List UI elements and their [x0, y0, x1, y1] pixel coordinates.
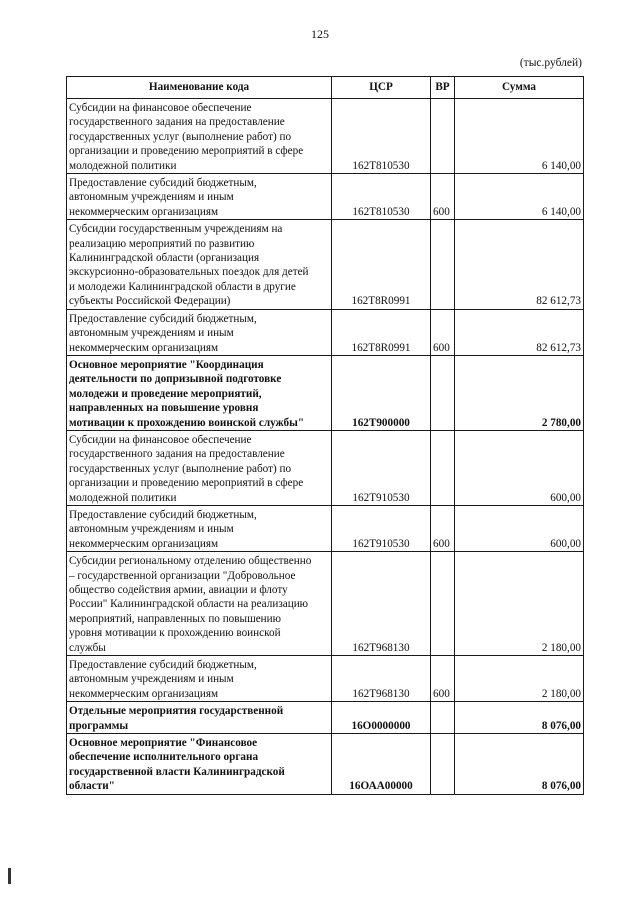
row-name-line: мероприятий, направленных по повышению	[69, 612, 281, 625]
row-name-line: направленных на повышение уровня	[69, 402, 259, 415]
row-vr: 600	[431, 174, 455, 220]
row-sum: 8 076,00	[455, 702, 584, 734]
row-vr: 600	[431, 505, 455, 551]
row-name-line: Предоставление субсидий бюджетным,	[69, 659, 257, 672]
row-csr: 162Т910530	[332, 430, 431, 505]
row-name-line: государственного задания на предоставление	[69, 116, 285, 129]
row-name-line: Отдельные мероприятия государственной	[69, 705, 284, 718]
table-row	[67, 552, 584, 656]
row-vr	[431, 734, 455, 795]
row-name	[67, 505, 332, 551]
row-name	[67, 355, 332, 430]
row-name-line: мотивации к прохождению воинской службы"	[69, 416, 305, 429]
header-name: Наименование кода	[67, 77, 332, 99]
row-name-line: государственных услуг (выполнение работ) по	[69, 130, 292, 143]
row-name-line: государственной власти Калининградской	[69, 765, 285, 778]
row-name-line: реализацию мероприятий по развитию	[69, 237, 255, 250]
row-name-line: Основное мероприятие "Финансовое	[69, 737, 258, 750]
row-sum: 600,00	[455, 505, 584, 551]
row-vr	[431, 355, 455, 430]
table-row	[67, 430, 584, 505]
header-sum: Сумма	[455, 77, 584, 99]
row-name-line: обеспечение исполнительного органа	[69, 751, 259, 764]
row-csr: 162Т8R0991	[332, 220, 431, 309]
row-sum: 2 780,00	[455, 355, 584, 430]
table-row	[67, 220, 584, 309]
row-name-line: автономным учреждениям и иным	[69, 673, 234, 686]
row-name-line: Субсидии на финансовое обеспечение	[69, 102, 252, 114]
header-csr: ЦСР	[332, 77, 431, 99]
row-vr	[431, 220, 455, 309]
row-name-line: деятельности по допризывной подготовке	[69, 373, 282, 386]
row-name-line: государственного задания на предоставление	[69, 448, 285, 461]
row-name-line: Предоставление субсидий бюджетным,	[69, 177, 257, 190]
row-csr: 16О0000000	[332, 702, 431, 734]
row-name-line: автономным учреждениям и иным	[69, 327, 234, 340]
row-name-line: организации и проведению мероприятий в сфере	[69, 145, 304, 158]
budget-table	[66, 76, 584, 795]
row-name-line: молодежной политики	[69, 159, 177, 172]
row-name-line: России" Калининградской области на реализацию	[69, 598, 309, 611]
row-name	[67, 734, 332, 795]
row-sum: 2 180,00	[455, 552, 584, 656]
row-name-line: автономным учреждениям и иным	[69, 191, 234, 204]
row-vr	[431, 430, 455, 505]
table-row	[67, 656, 584, 702]
row-name-line: молодежной политики	[69, 491, 177, 504]
row-name-line: субъекты Российской Федерации)	[69, 295, 231, 308]
table-row	[67, 99, 584, 174]
row-name-line: Субсидии государственным учреждениям на	[69, 223, 283, 236]
row-name-line: Калининградской области (организация	[69, 252, 260, 265]
row-csr: 162Т8R0991	[332, 309, 431, 355]
row-sum: 2 180,00	[455, 656, 584, 702]
row-sum: 82 612,73	[455, 220, 584, 309]
row-vr	[431, 702, 455, 734]
row-sum: 6 140,00	[455, 174, 584, 220]
row-csr: 162Т968130	[332, 552, 431, 656]
row-name-line: и молодежи Калининградской области в другие	[69, 280, 296, 293]
row-name-line: Предоставление субсидий бюджетным,	[69, 508, 257, 521]
row-name-line: некоммерческим организациям	[69, 537, 219, 550]
row-name	[67, 174, 332, 220]
row-name-line: государственных услуг (выполнение работ) по	[69, 462, 292, 475]
row-csr: 162Т810530	[332, 174, 431, 220]
row-name-line: Предоставление субсидий бюджетным,	[69, 312, 257, 325]
row-name	[67, 552, 332, 656]
row-csr: 16ОАА00000	[332, 734, 431, 795]
row-sum: 8 076,00	[455, 734, 584, 795]
row-vr	[431, 99, 455, 174]
row-name-line: Субсидии на финансовое обеспечение	[69, 433, 252, 446]
row-sum: 82 612,73	[455, 309, 584, 355]
table-row	[67, 702, 584, 734]
row-name-line: некоммерческим организациям	[69, 341, 219, 354]
row-name-line: уровня мотивации к прохождению воинской	[69, 627, 281, 640]
table-row	[67, 734, 584, 795]
row-csr: 162Т910530	[332, 505, 431, 551]
row-name-line: экскурсионно-образовательных поездок для детей	[69, 266, 309, 279]
table-row	[67, 355, 584, 430]
row-name-line: службы	[69, 641, 106, 654]
row-name-line: автономным учреждениям и иным	[69, 523, 234, 536]
row-name	[67, 430, 332, 505]
row-name-line: области"	[69, 780, 115, 793]
table-header-row	[67, 77, 584, 99]
row-name-line: – государственной организации "Добровольное	[69, 569, 296, 582]
row-name	[67, 99, 332, 174]
page-number: 125	[311, 27, 329, 41]
row-vr: 600	[431, 309, 455, 355]
row-vr	[431, 552, 455, 656]
row-csr: 162Т900000	[332, 355, 431, 430]
row-name-line: Основное мероприятие "Координация	[69, 358, 264, 371]
table-row	[67, 309, 584, 355]
row-name	[67, 220, 332, 309]
row-csr: 162Т968130	[332, 656, 431, 702]
row-name-line: общество содействия армии, авиации и флоту	[69, 584, 288, 596]
header-vr: ВР	[431, 77, 455, 99]
row-name-line: некоммерческим организациям	[69, 205, 219, 218]
table-row	[67, 174, 584, 220]
scan-edge-mark	[8, 868, 11, 884]
row-sum: 600,00	[455, 430, 584, 505]
row-name-line: организации и проведению мероприятий в сфере	[69, 477, 304, 490]
row-name-line: Субсидии региональному отделению общественно	[69, 555, 312, 568]
table-body	[67, 99, 584, 795]
row-name	[67, 702, 332, 734]
row-vr: 600	[431, 656, 455, 702]
row-sum: 6 140,00	[455, 99, 584, 174]
table-row	[67, 505, 584, 551]
row-csr: 162Т810530	[332, 99, 431, 174]
row-name	[67, 656, 332, 702]
units-label: (тыс.рублей)	[519, 57, 582, 69]
row-name-line: программы	[69, 719, 129, 732]
row-name-line: некоммерческим организациям	[69, 687, 219, 700]
row-name-line: молодежи и проведение мероприятий,	[69, 387, 262, 400]
row-name	[67, 309, 332, 355]
